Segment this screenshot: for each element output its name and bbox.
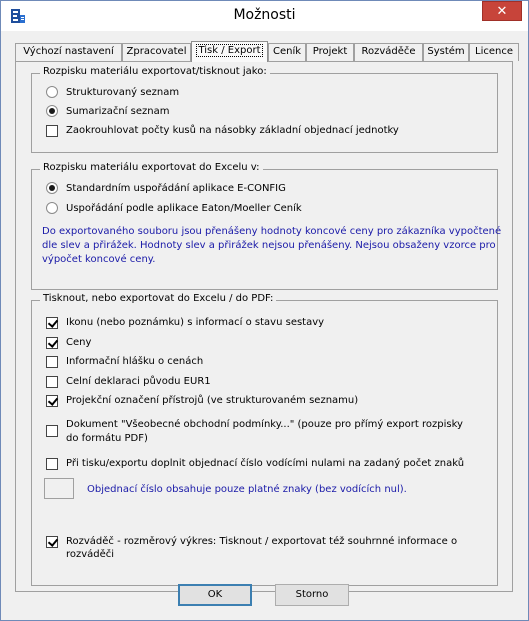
checkbox-leading-zeros[interactable]: Při tisku/exportu doplnit objednací číslo vodícími nulami na zadaný počet znaků — [46, 457, 464, 473]
group-export-as-title: Rozpisku materiálu exportovat/tisknout jako: — [40, 66, 270, 77]
checkbox-switchboard-drawing[interactable]: Rozváděč - rozměrový výkres: Tisknout / exportovat též souhrnné informace o rozváděči — [46, 535, 497, 551]
tab-switchboards[interactable]: Rozváděče — [354, 43, 423, 61]
tab-pricelist[interactable]: Ceník — [268, 43, 306, 61]
radio-button-selected[interactable] — [46, 105, 58, 117]
checkbox[interactable] — [46, 125, 58, 137]
checkbox-checked[interactable] — [46, 337, 58, 349]
dialog-client — [8, 31, 521, 614]
checkbox-checked[interactable] — [46, 317, 58, 329]
checkbox-checked[interactable] — [46, 395, 58, 407]
radio-eaton-layout[interactable]: Uspořádání podle aplikace Eaton/Moeller Ceník — [46, 202, 302, 218]
title-bar — [1, 1, 528, 31]
excel-price-note: Do exportovaného souboru jsou přenášeny hodnoty koncové ceny pro zákazníka vypočtené dle slev a přirážek. Hodnoty slev a přirážek nejsou přenášeny. Nejsou obsaženy vzorce pro výpočet koncové ceny. — [42, 226, 502, 265]
tab-project[interactable]: Projekt — [306, 43, 354, 61]
radio-button[interactable] — [46, 86, 58, 98]
checkbox-price-info[interactable]: Informační hlášku o cenách — [46, 355, 203, 371]
window-title: Možnosti — [233, 7, 296, 23]
tab-system[interactable]: Systém — [423, 43, 469, 61]
tab-panel-print-export — [15, 61, 513, 592]
radio-button-selected[interactable] — [46, 182, 58, 194]
close-button[interactable]: ✕ — [482, 1, 522, 21]
group-excel-layout — [31, 162, 502, 290]
checkbox[interactable] — [46, 356, 58, 368]
radio-econfig-layout[interactable]: Standardním uspořádání aplikace E-CONFIG — [46, 182, 286, 198]
ok-button[interactable]: OK — [178, 584, 252, 606]
radio-structured-list[interactable]: Strukturovaný seznam — [46, 86, 179, 102]
checkbox-eur1[interactable]: Celní deklaraci původu EUR1 — [46, 375, 211, 391]
checkbox-round-quantities[interactable]: Zaokrouhlovat počty kusů na násobky základní objednací jednotky — [46, 124, 399, 140]
checkbox[interactable] — [46, 425, 58, 437]
checkbox[interactable] — [46, 376, 58, 388]
digits-note: Objednací číslo obsahuje pouze platné znaky (bez vodících nul). — [87, 484, 407, 495]
checkbox[interactable] — [46, 458, 58, 470]
tab-print-export[interactable]: Tisk / Export — [191, 41, 268, 62]
group-excel-title: Rozpisku materiálu exportovat do Excelu v: — [40, 162, 263, 173]
radio-button[interactable] — [46, 202, 58, 214]
digit-count-input[interactable] — [44, 478, 74, 499]
checkbox-prices[interactable]: Ceny — [46, 336, 91, 352]
group-print-title: Tisknout, nebo exportovat do Excelu / do PDF: — [40, 293, 276, 304]
cancel-button[interactable]: Storno — [275, 584, 349, 606]
tab-processor[interactable]: Zpracovatel — [122, 43, 191, 61]
checkbox-status-icon[interactable]: Ikonu (nebo poznámku) s informací o stavu sestavy — [46, 316, 324, 332]
radio-summary-list[interactable]: Sumarizační seznam — [46, 105, 169, 121]
group-export-as — [31, 66, 498, 153]
group-print-options — [31, 293, 498, 586]
checkbox-terms-document[interactable]: Dokument "Všeobecné obchodní podmínky..." (pouze pro přímý export rozpisky do formátu PDF) — [46, 418, 476, 448]
checkbox-checked[interactable] — [46, 536, 58, 548]
tab-licence[interactable]: Licence — [469, 43, 519, 61]
tab-default-settings[interactable]: Výchozí nastavení — [15, 43, 122, 61]
checkbox-device-designation[interactable]: Projekční označení přístrojů (ve strukturovaném seznamu) — [46, 394, 358, 410]
